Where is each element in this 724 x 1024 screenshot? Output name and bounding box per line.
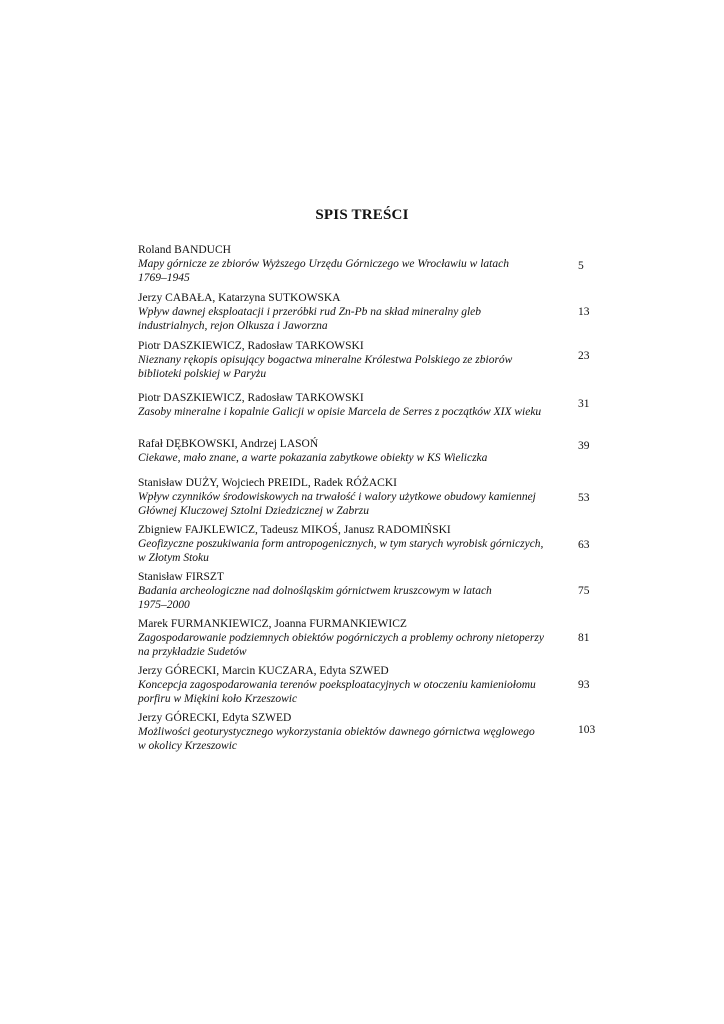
- toc-entry: [138, 617, 590, 659]
- toc-entry: [138, 570, 590, 612]
- entry-authors: Stanisław DUŻY, Wojciech PREIDL, Radek RÓŻACKI: [138, 477, 397, 489]
- entry-title: Ciekawe, mało znane, a warte pokazania zabytkowe obiekty w KS Wieliczka: [138, 452, 488, 464]
- entry-title: Zagospodarowanie podziemnych obiektów pogórniczych a problemy ochrony nietoperzy: [138, 632, 544, 644]
- entry-title: Nieznany rękopis opisujący bogactwa mineralne Królestwa Polskiego ze zbiorów: [138, 354, 513, 366]
- entry-page-number: 5: [578, 260, 584, 272]
- entry-page-number: 23: [578, 350, 590, 362]
- entry-page-number: 63: [578, 539, 590, 551]
- entry-title: Wpływ czynników środowiskowych na trwałość i walory użytkowe obudowy kamiennej: [138, 491, 536, 503]
- entry-title: Głównej Kluczowej Sztolni Dziedzicznej w Zabrzu: [138, 505, 369, 517]
- entry-title: w okolicy Krzeszowic: [138, 740, 238, 752]
- entry-authors: Jerzy GÓRECKI, Edyta SZWED: [138, 712, 292, 724]
- entry-authors: Rafał DĘBKOWSKI, Andrzej LASOŃ: [138, 438, 319, 450]
- entry-title: Koncepcja zagospodarowania terenów poeksploatacyjnych w otoczeniu kamieniołomu: [138, 679, 536, 691]
- entry-page-number: 39: [578, 440, 590, 452]
- page-title: SPIS TREŚCI: [315, 207, 409, 223]
- entry-authors: Piotr DASZKIEWICZ, Radosław TARKOWSKI: [138, 392, 364, 404]
- toc-entry: [138, 523, 590, 565]
- entry-title: biblioteki polskiej w Paryżu: [138, 368, 267, 380]
- toc-entry: [138, 437, 590, 465]
- entry-title: w Złotym Stoku: [138, 552, 209, 564]
- entry-title: industrialnych, rejon Olkusza i Jaworzna: [138, 320, 328, 332]
- entry-title: 1975–2000: [138, 599, 190, 611]
- entry-authors: Roland BANDUCH: [138, 244, 231, 256]
- entry-page-number: 75: [578, 585, 590, 597]
- toc-entry: [138, 711, 596, 753]
- entry-title: Wpływ dawnej eksploatacji i przeróbki rud Zn-Pb na skład mineralny gleb: [138, 306, 482, 318]
- toc-entry: [138, 664, 590, 706]
- toc-entry: [138, 291, 590, 333]
- entry-page-number: 81: [578, 632, 590, 644]
- entry-title: Geofizyczne poszukiwania form antropogenicznych, w tym starych wyrobisk górniczych,: [138, 538, 544, 550]
- entry-page-number: 13: [578, 306, 590, 318]
- entry-authors: Stanisław FIRSZT: [138, 571, 224, 583]
- entry-page-number: 103: [578, 724, 596, 736]
- entry-title: Mapy górnicze ze zbiorów Wyższego Urzędu Górniczego we Wrocławiu w latach: [138, 258, 509, 270]
- entry-page-number: 53: [578, 492, 590, 504]
- entry-authors: Jerzy CABAŁA, Katarzyna SUTKOWSKA: [138, 292, 341, 304]
- toc-entry: [138, 391, 590, 419]
- entry-authors: Marek FURMANKIEWICZ, Joanna FURMANKIEWICZ: [138, 618, 407, 630]
- entry-authors: Zbigniew FAJKLEWICZ, Tadeusz MIKOŚ, Janusz RADOMIŃSKI: [138, 524, 451, 536]
- entry-title: Badania archeologiczne nad dolnośląskim górnictwem kruszcowym w latach: [138, 585, 492, 597]
- entry-title: 1769–1945: [138, 272, 190, 284]
- entry-page-number: 93: [578, 679, 590, 691]
- entry-title: Zasoby mineralne i kopalnie Galicji w opisie Marcela de Serres z początków XIX wieku: [138, 406, 542, 418]
- entry-title: porfiru w Miękini koło Krzeszowic: [138, 693, 298, 705]
- toc-entry: [138, 339, 590, 381]
- entry-authors: Piotr DASZKIEWICZ, Radosław TARKOWSKI: [138, 340, 364, 352]
- entry-authors: Jerzy GÓRECKI, Marcin KUCZARA, Edyta SZWED: [138, 665, 389, 677]
- entry-title: Możliwości geoturystycznego wykorzystania obiektów dawnego górnictwa węglowego: [138, 726, 535, 738]
- entry-title: na przykładzie Sudetów: [138, 646, 247, 658]
- toc-entry: [138, 476, 590, 518]
- entry-page-number: 31: [578, 398, 590, 410]
- toc-entry: [138, 243, 584, 285]
